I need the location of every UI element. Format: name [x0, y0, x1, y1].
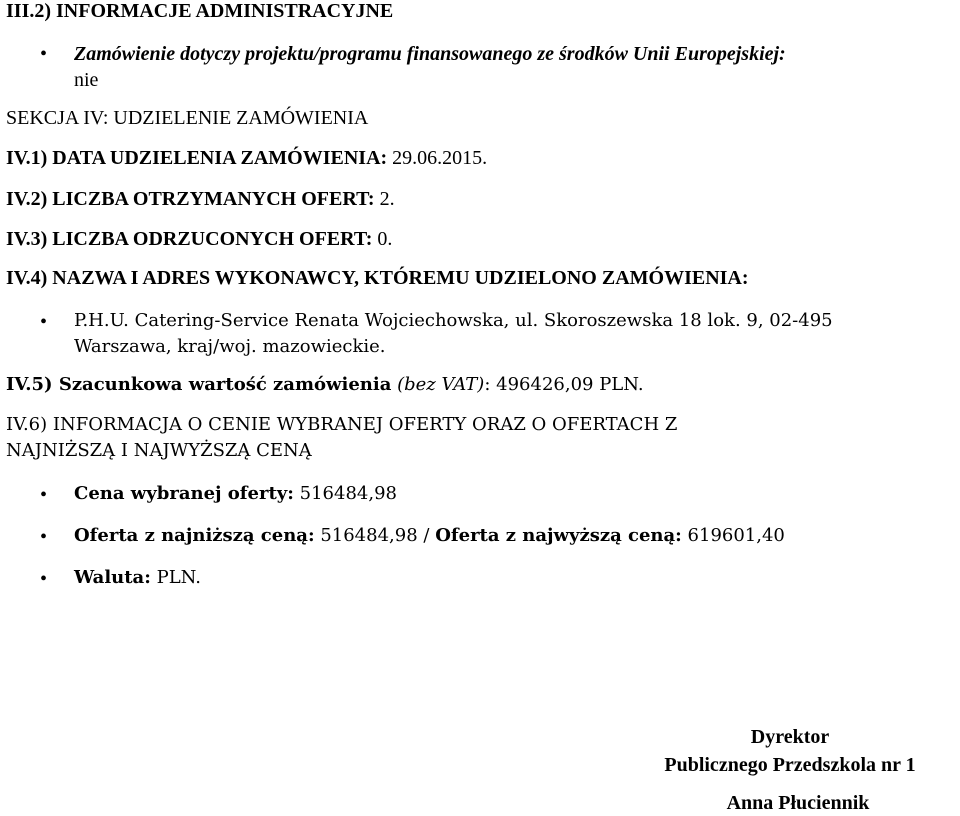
bullet-icon: • [40, 568, 48, 590]
eu-funding-value: nie [74, 69, 99, 91]
offers-rejected: IV.3) LICZBA ODRZUCONYCH OFERT: 0. [6, 228, 393, 250]
estimated-value: IV.5) Szacunkowa wartość zamówienia (bez VAT): 496426,09 PLN. [6, 374, 644, 395]
section-iv-heading: SEKCJA IV: UDZIELENIE ZAMÓWIENIA [6, 107, 369, 129]
bullet-icon: • [40, 484, 48, 506]
bullet-icon: • [40, 526, 48, 548]
award-date: IV.1) DATA UDZIELENIA ZAMÓWIENIA: 29.06.2015. [6, 147, 488, 169]
currency: Waluta: PLN. [74, 567, 201, 588]
selected-offer-price: Cena wybranej oferty: 516484,98 [74, 483, 397, 504]
signature-title: Dyrektor [750, 726, 830, 748]
bullet-icon: • [40, 43, 48, 65]
signature-name: Anna Płuciennik [726, 792, 870, 814]
lowest-highest-offer: Oferta z najniższą ceną: 516484,98 / Oferta z najwyższą ceną: 619601,40 [74, 525, 785, 546]
signature-institution: Publicznego Przedszkola nr 1 [664, 754, 916, 776]
contractor-heading: IV.4) NAZWA I ADRES WYKONAWCY, KTÓREMU UDZIELONO ZAMÓWIENIA: [6, 267, 749, 289]
offer-info-heading-line-2: NAJNIŻSZĄ I NAJWYŻSZĄ CENĄ [6, 440, 312, 461]
section-heading-iii-2: III.2) INFORMACJE ADMINISTRACYJNE [6, 0, 394, 22]
contractor-address-line-2: Warszawa, kraj/woj. mazowieckie. [74, 336, 386, 357]
contractor-address-line-1: P.H.U. Catering-Service Renata Wojciechowska, ul. Skoroszewska 18 lok. 9, 02-495 [74, 310, 833, 331]
offers-received: IV.2) LICZBA OTRZYMANYCH OFERT: 2. [6, 188, 395, 210]
bullet-icon: • [40, 311, 48, 333]
eu-funding-label: Zamówienie dotyczy projektu/programu finansowanego ze środków Unii Europejskiej: [74, 43, 786, 65]
offer-info-heading-line-1: IV.6) INFORMACJA O CENIE WYBRANEJ OFERTY ORAZ O OFERTACH Z [6, 414, 678, 435]
